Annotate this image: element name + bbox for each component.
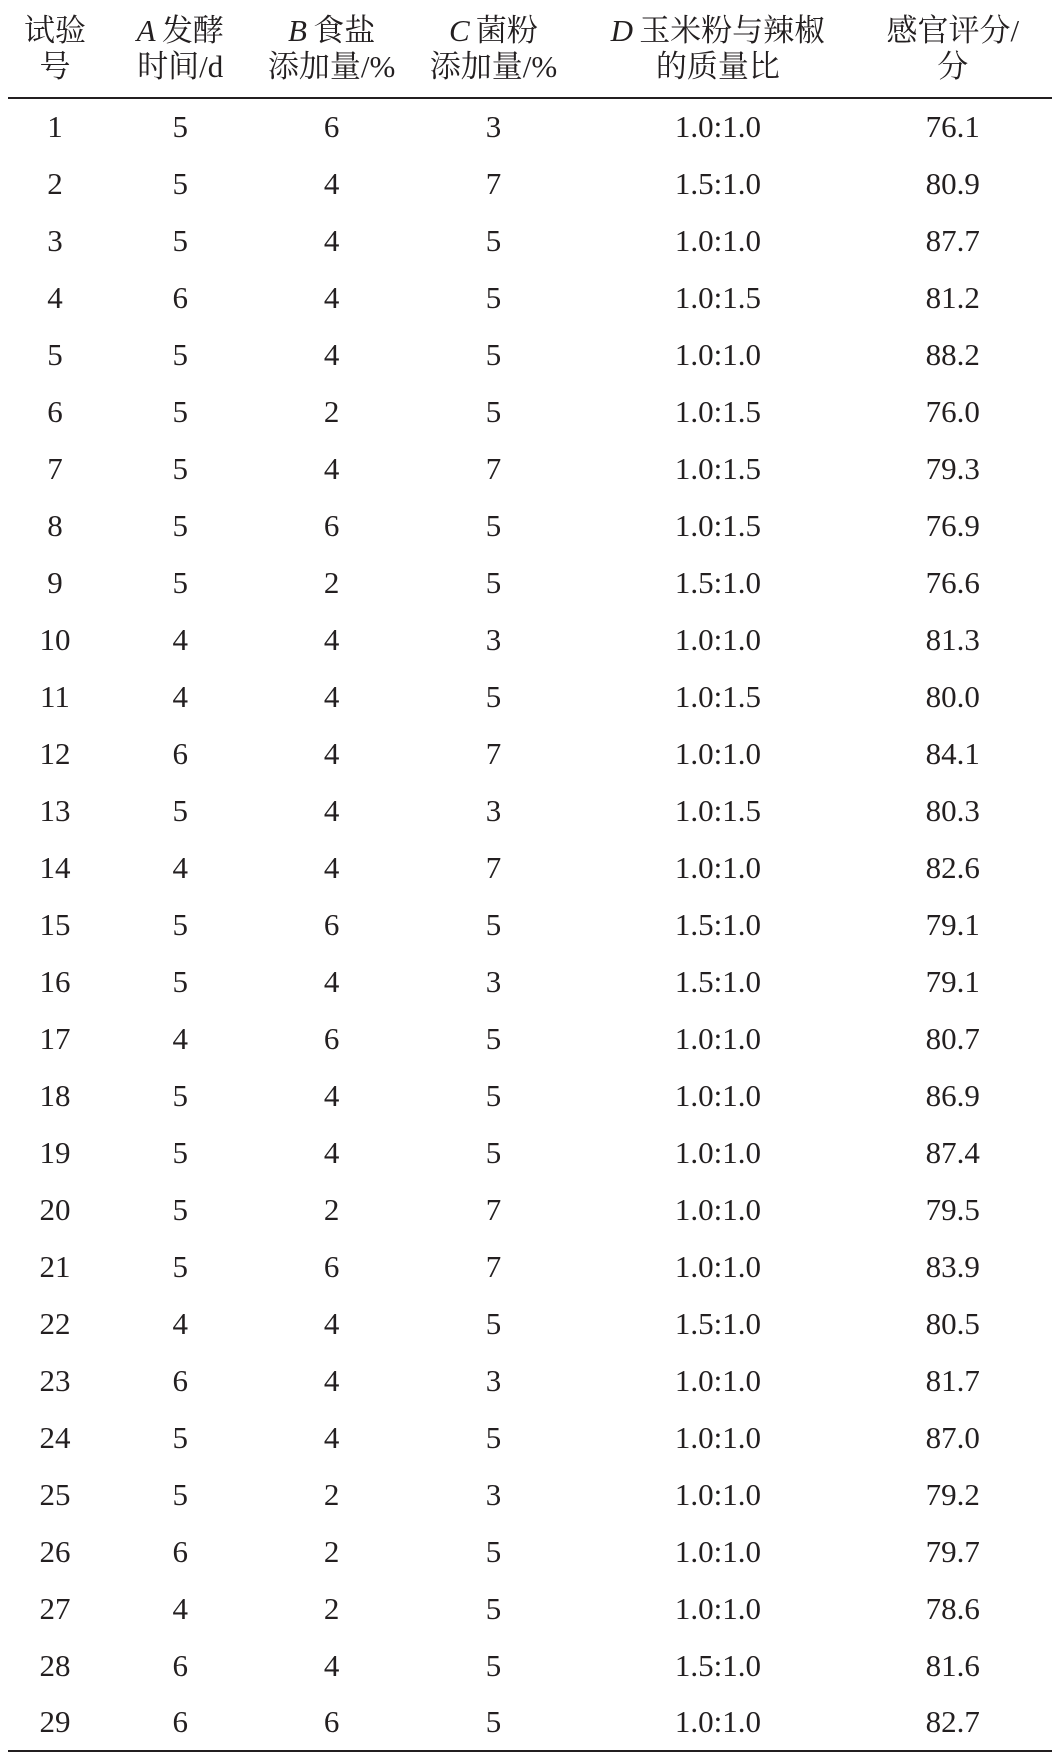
cell-salt-addition: 2 xyxy=(323,1191,340,1227)
factor-letter: B xyxy=(288,12,307,48)
cell-sensory-score: 82.6 xyxy=(925,849,980,885)
cell-sensory-score: 86.9 xyxy=(925,1077,980,1113)
cell-trial-number: 19 xyxy=(39,1134,71,1170)
cell-corn-chili-ratio: 1.0:1.5 xyxy=(674,279,761,315)
cell-starter-addition: 5 xyxy=(485,906,502,942)
cell-salt-addition: 4 xyxy=(323,222,340,258)
cell-trial-number: 29 xyxy=(8,1694,102,1751)
cell-sensory-score: 84.1 xyxy=(925,735,980,771)
cell-trial-number: 9 xyxy=(47,564,63,600)
cell-starter-addition: 3 xyxy=(485,109,502,144)
table-row xyxy=(8,782,1052,839)
cell-corn-chili-ratio: 1.5:1.0 xyxy=(674,963,761,999)
table-row xyxy=(8,668,1052,725)
table-row xyxy=(8,98,1052,155)
cell-sensory-score: 79.5 xyxy=(925,1191,980,1227)
factor-letter: D xyxy=(610,12,633,48)
cell-trial-number: 8 xyxy=(47,507,63,543)
cell-corn-chili-ratio: 1.0:1.5 xyxy=(674,792,761,828)
cell-trial-number: 14 xyxy=(39,849,71,885)
table-row xyxy=(8,725,1052,782)
cell-sensory-score: 79.7 xyxy=(925,1533,980,1569)
cell-corn-chili-ratio: 1.0:1.5 xyxy=(674,507,761,543)
header-line-2: 添加量/% xyxy=(429,48,558,84)
cell-sensory-score: 80.3 xyxy=(925,792,980,828)
cell-sensory-score: 80.7 xyxy=(925,1020,980,1056)
cell-salt-addition: 4 xyxy=(323,279,340,315)
cell-trial-number: 6 xyxy=(47,393,63,429)
cell-trial-number: 17 xyxy=(39,1020,71,1056)
cell-trial-number: 5 xyxy=(47,336,63,372)
header-line-2: 的质量比 xyxy=(655,48,780,84)
cell-starter-addition: 3 xyxy=(485,1362,502,1398)
cell-starter-addition: 3 xyxy=(485,792,502,828)
cell-corn-chili-ratio: 1.0:1.5 xyxy=(674,450,761,486)
header-line-1 xyxy=(8,13,102,49)
cell-trial-number: 25 xyxy=(39,1476,71,1512)
cell-corn-chili-ratio: 1.0:1.0 xyxy=(674,849,761,885)
cell-corn-chili-ratio: 1.5:1.0 xyxy=(674,1647,761,1683)
cell-fermentation-time: 5 xyxy=(172,963,188,999)
cell-trial-number: 23 xyxy=(39,1362,71,1398)
cell-salt-addition: 4 xyxy=(323,1077,340,1113)
cell-starter-addition: 5 xyxy=(485,564,502,600)
cell-salt-addition: 4 xyxy=(323,849,340,885)
cell-corn-chili-ratio: 1.0:1.0 xyxy=(674,1020,761,1056)
cell-salt-addition: 4 xyxy=(323,735,340,771)
cell-sensory-score: 76.9 xyxy=(925,507,980,543)
cell-fermentation-time: 5 xyxy=(172,1191,188,1227)
cell-sensory-score: 80.9 xyxy=(925,165,980,201)
cell-corn-chili-ratio: 1.5:1.0 xyxy=(674,564,761,600)
cell-fermentation-time: 5 xyxy=(172,792,188,828)
cell-trial-number: 22 xyxy=(39,1305,71,1341)
cell-sensory-score: 87.4 xyxy=(925,1134,980,1170)
table-row xyxy=(8,1637,1052,1694)
cell-fermentation-time: 4 xyxy=(172,1590,188,1626)
cell-salt-addition: 2 xyxy=(323,1476,340,1512)
table-row xyxy=(8,155,1052,212)
table-row xyxy=(8,611,1052,668)
cell-salt-addition: 4 xyxy=(323,1362,340,1398)
table-row xyxy=(8,1523,1052,1580)
cell-starter-addition: 5 xyxy=(485,678,502,714)
cell-trial-number: 11 xyxy=(40,678,70,714)
cell-salt-addition: 6 xyxy=(323,507,340,543)
table-row xyxy=(8,1010,1052,1067)
cell-trial-number: 27 xyxy=(39,1590,71,1626)
cell-corn-chili-ratio: 1.5:1.0 xyxy=(674,165,761,201)
cell-corn-chili-ratio: 1.0:1.0 xyxy=(674,1134,761,1170)
cell-sensory-score: 79.2 xyxy=(925,1476,980,1512)
header-text-1: 菌粉 xyxy=(475,12,538,48)
table-row xyxy=(8,1352,1052,1409)
cell-starter-addition: 5 xyxy=(485,1077,502,1113)
cell-salt-addition: 4 xyxy=(323,336,340,372)
header-line-2: 号 xyxy=(39,48,71,84)
cell-starter-addition: 5 xyxy=(485,1647,502,1683)
cell-starter-addition: 5 xyxy=(405,1694,582,1751)
cell-fermentation-time: 5 xyxy=(172,1134,188,1170)
table-body xyxy=(8,98,1052,1751)
table-row xyxy=(8,1067,1052,1124)
cell-sensory-score: 81.6 xyxy=(925,1647,980,1683)
header-sensory-score xyxy=(854,0,1052,98)
cell-starter-addition: 7 xyxy=(485,735,502,771)
cell-fermentation-time: 6 xyxy=(172,1533,188,1569)
cell-salt-addition: 4 xyxy=(323,1134,340,1170)
header-row xyxy=(8,0,1052,98)
cell-corn-chili-ratio: 1.0:1.0 xyxy=(674,621,761,657)
table-header xyxy=(8,0,1052,98)
table-row xyxy=(8,497,1052,554)
cell-fermentation-time: 5 xyxy=(172,165,188,201)
header-line-1 xyxy=(582,13,853,49)
cell-fermentation-time: 5 xyxy=(172,222,188,258)
cell-salt-addition: 2 xyxy=(323,1590,340,1626)
cell-sensory-score: 80.0 xyxy=(925,678,980,714)
cell-corn-chili-ratio: 1.0:1.0 xyxy=(674,1533,761,1569)
header-text-1: 玉米粉与辣椒 xyxy=(639,12,826,48)
cell-starter-addition: 5 xyxy=(485,1419,502,1455)
cell-starter-addition: 3 xyxy=(485,963,502,999)
cell-corn-chili-ratio: 1.0:1.0 xyxy=(674,1191,761,1227)
cell-corn-chili-ratio: 1.0:1.0 xyxy=(674,336,761,372)
cell-starter-addition: 5 xyxy=(485,222,502,258)
cell-starter-addition: 5 xyxy=(485,1533,502,1569)
cell-fermentation-time: 6 xyxy=(172,279,188,315)
cell-sensory-score: 79.3 xyxy=(925,450,980,486)
table-row xyxy=(8,383,1052,440)
cell-corn-chili-ratio: 1.0:1.0 xyxy=(674,1077,761,1113)
header-line-1 xyxy=(102,13,259,49)
cell-trial-number: 7 xyxy=(47,450,63,486)
cell-fermentation-time: 5 xyxy=(172,906,188,942)
cell-fermentation-time: 5 xyxy=(172,507,188,543)
cell-fermentation-time: 6 xyxy=(102,1694,259,1751)
header-line-1 xyxy=(405,13,582,49)
cell-trial-number: 3 xyxy=(47,222,63,258)
cell-fermentation-time: 5 xyxy=(172,1476,188,1512)
table-row xyxy=(8,1295,1052,1352)
cell-fermentation-time: 4 xyxy=(172,621,188,657)
cell-trial-number: 15 xyxy=(39,906,71,942)
cell-trial-number: 18 xyxy=(39,1077,71,1113)
cell-salt-addition: 4 xyxy=(323,963,340,999)
cell-sensory-score: 83.9 xyxy=(925,1248,980,1284)
cell-trial-number: 2 xyxy=(47,165,63,201)
cell-fermentation-time: 5 xyxy=(172,1248,188,1284)
cell-corn-chili-ratio: 1.5:1.0 xyxy=(674,1305,761,1341)
cell-fermentation-time: 5 xyxy=(172,564,188,600)
cell-salt-addition: 2 xyxy=(323,1533,340,1569)
cell-trial-number: 4 xyxy=(47,279,63,315)
cell-starter-addition: 5 xyxy=(485,1590,502,1626)
cell-corn-chili-ratio: 1.0:1.0 xyxy=(674,1419,761,1455)
header-text-1: 食盐 xyxy=(313,12,376,48)
cell-fermentation-time: 5 xyxy=(172,393,188,429)
header-line-2: 分 xyxy=(937,48,969,84)
cell-salt-addition: 2 xyxy=(323,393,340,429)
cell-starter-addition: 7 xyxy=(485,165,502,201)
factor-letter: C xyxy=(448,12,470,48)
cell-salt-addition: 4 xyxy=(323,621,340,657)
header-trial-number xyxy=(8,0,102,98)
cell-fermentation-time: 4 xyxy=(172,849,188,885)
cell-corn-chili-ratio: 1.0:1.0 xyxy=(674,735,761,771)
cell-sensory-score: 79.1 xyxy=(925,906,980,942)
cell-fermentation-time: 6 xyxy=(172,1647,188,1683)
cell-salt-addition: 4 xyxy=(323,792,340,828)
header-text-1: 发酵 xyxy=(161,12,224,48)
cell-starter-addition: 3 xyxy=(485,621,502,657)
table-row xyxy=(8,1181,1052,1238)
cell-fermentation-time: 5 xyxy=(172,450,188,486)
cell-corn-chili-ratio: 1.0:1.5 xyxy=(674,678,761,714)
table-row xyxy=(8,1124,1052,1181)
table-row xyxy=(8,440,1052,497)
cell-corn-chili-ratio: 1.0:1.0 xyxy=(582,1694,853,1751)
cell-salt-addition: 6 xyxy=(323,906,340,942)
cell-starter-addition: 7 xyxy=(485,1248,502,1284)
header-text-1: 试验 xyxy=(23,12,86,48)
cell-sensory-score: 76.1 xyxy=(925,109,980,144)
cell-starter-addition: 5 xyxy=(485,393,502,429)
cell-salt-addition: 6 xyxy=(323,1020,340,1056)
cell-trial-number: 10 xyxy=(39,621,71,657)
cell-sensory-score: 87.7 xyxy=(925,222,980,258)
cell-fermentation-time: 6 xyxy=(172,1362,188,1398)
cell-sensory-score: 79.1 xyxy=(925,963,980,999)
cell-trial-number: 26 xyxy=(39,1533,71,1569)
experiment-table-container xyxy=(8,0,1052,1752)
cell-sensory-score: 76.0 xyxy=(925,393,980,429)
table-row xyxy=(8,554,1052,611)
table-row xyxy=(8,1580,1052,1637)
cell-trial-number: 21 xyxy=(39,1248,71,1284)
header-b-salt-addition xyxy=(259,0,405,98)
cell-fermentation-time: 4 xyxy=(172,1305,188,1341)
header-line-1 xyxy=(854,13,1052,49)
cell-corn-chili-ratio: 1.0:1.0 xyxy=(674,1248,761,1284)
table-row xyxy=(8,1238,1052,1295)
cell-fermentation-time: 5 xyxy=(172,336,188,372)
table-row xyxy=(8,1466,1052,1523)
cell-fermentation-time: 5 xyxy=(172,109,188,144)
cell-fermentation-time: 5 xyxy=(172,1419,188,1455)
cell-salt-addition: 6 xyxy=(323,109,340,144)
cell-corn-chili-ratio: 1.5:1.0 xyxy=(674,906,761,942)
header-line-2: 添加量/% xyxy=(267,48,396,84)
cell-salt-addition: 4 xyxy=(323,165,340,201)
table-row xyxy=(8,1694,1052,1751)
cell-starter-addition: 7 xyxy=(485,450,502,486)
cell-fermentation-time: 4 xyxy=(172,1020,188,1056)
cell-salt-addition: 4 xyxy=(323,1305,340,1341)
header-d-corn-chili-ratio xyxy=(582,0,853,98)
cell-salt-addition: 6 xyxy=(259,1694,405,1751)
cell-starter-addition: 5 xyxy=(485,279,502,315)
experiment-design-table xyxy=(8,0,1052,1752)
table-row xyxy=(8,839,1052,896)
cell-fermentation-time: 6 xyxy=(172,735,188,771)
cell-starter-addition: 5 xyxy=(485,1020,502,1056)
header-a-fermentation-time xyxy=(102,0,259,98)
cell-trial-number: 1 xyxy=(47,109,63,144)
factor-letter: A xyxy=(136,12,156,48)
header-line-1 xyxy=(259,13,405,49)
cell-sensory-score: 80.5 xyxy=(925,1305,980,1341)
table-row xyxy=(8,326,1052,383)
cell-fermentation-time: 4 xyxy=(172,678,188,714)
cell-corn-chili-ratio: 1.0:1.0 xyxy=(674,109,761,144)
header-c-starter-addition xyxy=(405,0,582,98)
cell-starter-addition: 3 xyxy=(485,1476,502,1512)
cell-starter-addition: 7 xyxy=(485,1191,502,1227)
cell-salt-addition: 6 xyxy=(323,1248,340,1284)
cell-starter-addition: 5 xyxy=(485,507,502,543)
cell-salt-addition: 2 xyxy=(323,564,340,600)
header-line-2: 时间/d xyxy=(137,48,224,84)
cell-salt-addition: 4 xyxy=(323,450,340,486)
cell-corn-chili-ratio: 1.0:1.0 xyxy=(674,1476,761,1512)
cell-salt-addition: 4 xyxy=(323,1419,340,1455)
header-text-1: 感官评分/ xyxy=(886,12,1020,48)
cell-sensory-score: 87.0 xyxy=(925,1419,980,1455)
table-row xyxy=(8,269,1052,326)
cell-sensory-score: 81.3 xyxy=(925,621,980,657)
cell-trial-number: 24 xyxy=(39,1419,71,1455)
cell-sensory-score: 76.6 xyxy=(925,564,980,600)
cell-trial-number: 20 xyxy=(39,1191,71,1227)
cell-trial-number: 28 xyxy=(39,1647,71,1683)
table-row xyxy=(8,896,1052,953)
table-row xyxy=(8,1409,1052,1466)
cell-starter-addition: 5 xyxy=(485,1134,502,1170)
table-row xyxy=(8,953,1052,1010)
cell-starter-addition: 5 xyxy=(485,1305,502,1341)
cell-sensory-score: 81.2 xyxy=(925,279,980,315)
cell-trial-number: 12 xyxy=(39,735,71,771)
cell-fermentation-time: 5 xyxy=(172,1077,188,1113)
cell-trial-number: 13 xyxy=(39,792,71,828)
cell-sensory-score: 82.7 xyxy=(854,1694,1052,1751)
cell-salt-addition: 4 xyxy=(323,1647,340,1683)
cell-corn-chili-ratio: 1.0:1.0 xyxy=(674,222,761,258)
cell-salt-addition: 4 xyxy=(323,678,340,714)
cell-starter-addition: 5 xyxy=(485,336,502,372)
cell-corn-chili-ratio: 1.0:1.0 xyxy=(674,1362,761,1398)
cell-sensory-score: 81.7 xyxy=(925,1362,980,1398)
cell-sensory-score: 88.2 xyxy=(925,336,980,372)
cell-corn-chili-ratio: 1.0:1.5 xyxy=(674,393,761,429)
cell-sensory-score: 78.6 xyxy=(925,1590,980,1626)
cell-trial-number: 16 xyxy=(39,963,71,999)
cell-corn-chili-ratio: 1.0:1.0 xyxy=(674,1590,761,1626)
cell-starter-addition: 7 xyxy=(485,849,502,885)
table-row xyxy=(8,212,1052,269)
